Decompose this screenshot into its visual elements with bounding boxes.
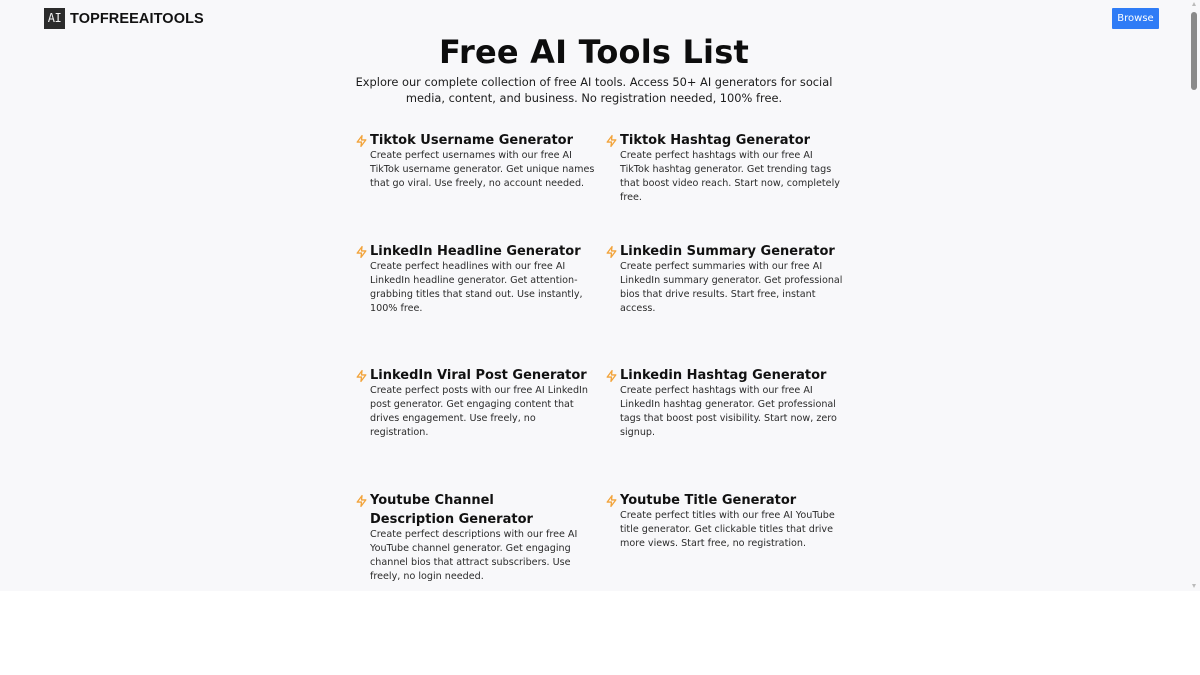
tool-card[interactable] [605, 131, 845, 201]
tool-card[interactable] [605, 366, 845, 446]
tool-description: Create perfect hashtags with our free AI LinkedIn hashtag generator. Get professional tags that boost post visibility. Start now, zero signup. [620, 385, 837, 438]
tool-name[interactable]: Linkedin Summary Generator [620, 244, 835, 259]
tool-card[interactable] [355, 366, 595, 446]
site-logo[interactable] [44, 8, 204, 29]
tool-description: Create perfect titles with our free AI YouTube title generator. Get clickable titles that drive more views. Start free, no registration. [620, 510, 835, 549]
tool-name[interactable]: Youtube Title Generator [620, 493, 797, 508]
tool-card[interactable] [605, 491, 845, 571]
lightning-icon [605, 369, 618, 383]
tool-name[interactable]: Youtube Channel Description Generator [370, 493, 533, 527]
tool-name[interactable]: LinkedIn Viral Post Generator [370, 368, 587, 383]
tool-card[interactable] [355, 131, 595, 201]
lightning-icon [355, 134, 368, 148]
lightning-icon [605, 245, 618, 259]
lightning-icon [355, 245, 368, 259]
lightning-icon [355, 494, 368, 508]
tool-description: Create perfect summaries with our free AI LinkedIn summary generator. Get professional bios that drive results. Start free, instant access. [620, 261, 843, 314]
page-title: Free AI Tools List [439, 33, 749, 71]
logo-mark: AI [44, 8, 65, 29]
tool-name[interactable]: Tiktok Hashtag Generator [620, 133, 811, 148]
lightning-icon [605, 494, 618, 508]
page-subtitle: Explore our complete collection of free AI tools. Access 50+ AI generators for social media, content, and business. No registration needed, 100% free. [355, 75, 833, 105]
tool-description: Create perfect hashtags with our free AI TikTok hashtag generator. Get trending tags that boost video reach. Start now, completely free. [620, 150, 840, 203]
tool-description: Create perfect headlines with our free AI LinkedIn headline generator. Get attention-grabbing titles that stand out. Use instantly, 100% free. [370, 261, 583, 314]
tool-description: Create perfect descriptions with our free AI YouTube channel generator. Get engaging channel bios that attract subscribers. Use freely, no login needed. [370, 529, 578, 582]
vertical-scrollbar[interactable] [1188, 0, 1200, 591]
lightning-icon [355, 369, 368, 383]
scroll-down-arrow-icon[interactable] [1192, 584, 1196, 588]
tool-name[interactable]: Tiktok Username Generator [370, 133, 574, 148]
tool-card[interactable] [355, 242, 595, 322]
tool-description: Create perfect posts with our free AI LinkedIn post generator. Get engaging content that drives engagement. Use freely, no registration. [370, 385, 588, 438]
scroll-up-arrow-icon[interactable] [1192, 2, 1196, 6]
logo-text: TOPFREEAITOOLS [70, 10, 204, 27]
browse-button[interactable]: Browse [1112, 8, 1159, 29]
tool-name[interactable]: Linkedin Hashtag Generator [620, 368, 827, 383]
lightning-icon [605, 134, 618, 148]
tool-card[interactable] [355, 491, 595, 591]
site-header [0, 0, 1188, 37]
tool-description: Create perfect usernames with our free AI TikTok username generator. Get unique names that go viral. Use freely, no account needed. [370, 150, 595, 189]
tool-name[interactable]: LinkedIn Headline Generator [370, 244, 581, 259]
scrollbar-thumb[interactable] [1191, 12, 1197, 90]
tool-card[interactable] [605, 242, 845, 322]
